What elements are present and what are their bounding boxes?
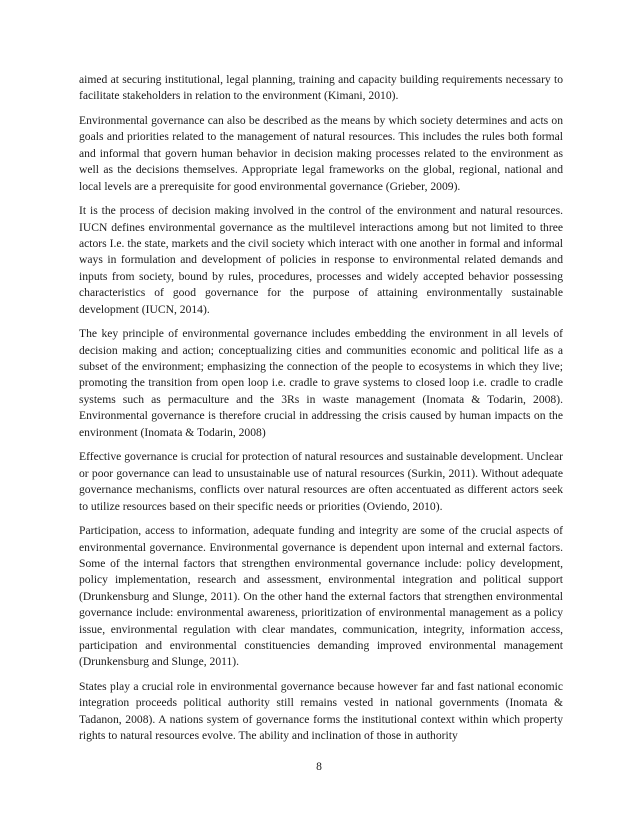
paragraph-5: Effective governance is crucial for protection of natural resources and sustainable development. Unclear or poor governance can lead to unsustainable use of natural resources (Surkin, 2011). Without adequate governance mechanisms, conflicts over natural resources are often accentuated as different actors seek to utilize resources based on their specific needs or priorities (Oviendo, 2010). <box>79 450 563 513</box>
paragraph-3: It is the process of decision making involved in the control of the environment and natural resources. IUCN defines environmental governance as the multilevel interactions among but not limited to three actors I.e. the state, markets and the civil society which interact with one another in formal and informal ways in formulation and development of policies in response to environmental related demands and inputs from society, bound by rules, procedures, processes and widely accepted behavior possessing characteristics of good governance for the purpose of attaining environmentally sustainable development (IUCN, 2014). <box>79 204 563 316</box>
paragraph-4: The key principle of environmental governance includes embedding the environment in all levels of decision making and action; conceptualizing cities and communities economic and political life as a subset of the environment; emphasizing the connection of the people to ecosystems in which they live; promoting the transition from open loop i.e. cradle to grave systems to closed loop i.e. cradle to cradle systems such as permaculture and the 3Rs in waste management (Inomata & Todarin, 2008). Environmental governance is therefore crucial in addressing the crisis caused by human impacts on the environment (Inomata & Todarin, 2008) <box>79 327 563 439</box>
paragraph-1: aimed at securing institutional, legal planning, training and capacity building requirements necessary to facilitate stakeholders in relation to the environment (Kimani, 2010). <box>79 73 563 103</box>
page-number: 8 <box>316 760 322 773</box>
paragraph-7: States play a crucial role in environmental governance because however far and fast national economic integration proceeds political authority still remains vested in national governments (Inomata & Tadanon, 2008). A nations system of governance forms the institutional context within which property rights to natural resources evolve. The ability and inclination of those in authority <box>79 679 563 743</box>
paragraph-2: Environmental governance can also be described as the means by which society determines and acts on goals and priorities related to the management of natural resources. This includes the rules both formal and informal that govern human behavior in decision making processes related to the environment as well as the decisions themselves. Appropriate legal frameworks on the global, regional, national and local levels are a prerequisite for good environmental governance (Grieber, 2009). <box>79 114 563 193</box>
paragraph-6: Participation, access to information, adequate funding and integrity are some of the crucial aspects of environmental governance. Environmental governance is dependent upon internal and external factors. Some of the internal factors that strengthen environmental governance include: policy development, policy implementation, research and assessment, environmental integration and political support (Drunkensburg and Slunge, 2011). On the other hand the external factors that strengthen environmental governance include: environmental awareness, prioritization of environmental management as a policy issue, environmental regulation with clear mandates, communication, integrity, information access, participation and environmental constituencies demanding improved environmental management (Drunkensburg and Slunge, 2011). <box>79 524 563 669</box>
body-text <box>79 72 563 753</box>
